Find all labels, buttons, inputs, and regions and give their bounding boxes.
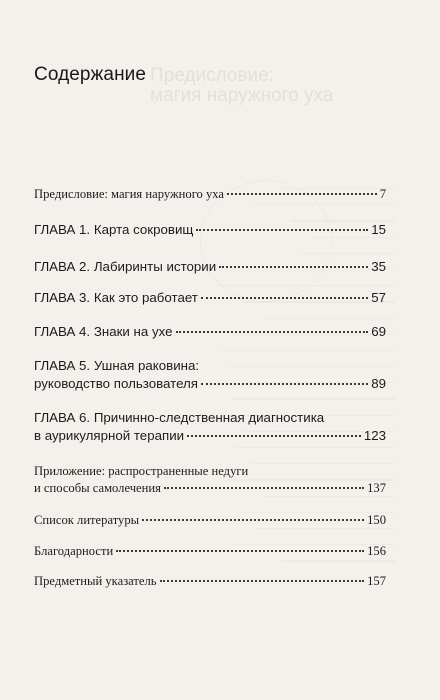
dot-leader — [219, 266, 368, 268]
dot-leader — [196, 229, 368, 231]
toc-entry-preface[interactable] — [34, 186, 386, 203]
toc-entry-chapter-1[interactable] — [34, 221, 386, 239]
toc-entry-chapter-2[interactable] — [34, 258, 386, 276]
toc-entry-label: и способы самолечения — [34, 481, 161, 495]
toc-entry-label-line1: ГЛАВА 6. Причинно-следственная диагностика — [34, 410, 325, 425]
toc-entry-label-line1: Приложение: распространенные недуги — [34, 464, 249, 478]
toc-entry-page: 89 — [371, 376, 386, 391]
toc-entry-page: 137 — [367, 481, 386, 495]
dot-leader — [164, 487, 364, 489]
toc-entry-label-line1: ГЛАВА 5. Ушная раковина: — [34, 358, 200, 373]
toc-entry-label: Благодарности — [34, 544, 114, 558]
dot-leader — [187, 435, 361, 437]
toc-entry-label: Предметный указатель — [34, 574, 157, 588]
toc-entry-chapter-6[interactable] — [34, 409, 386, 445]
toc-entry-chapter-5[interactable] — [34, 357, 386, 393]
dot-leader — [201, 383, 368, 385]
toc-entry-label: Список литературы — [34, 513, 140, 527]
toc-entry-page: 150 — [367, 513, 386, 527]
toc-entry-appendix[interactable] — [34, 463, 386, 497]
toc-entry-label: ГЛАВА 4. Знаки на ухе — [34, 324, 173, 339]
toc-entry-label: ГЛАВА 3. Как это работает — [34, 290, 198, 305]
dot-leader — [160, 580, 365, 582]
toc-entry-bibliography[interactable] — [34, 512, 386, 529]
toc-entry-page: 35 — [371, 259, 386, 274]
bleed-through-heading: Предисловие: магия наружного уха — [150, 65, 334, 106]
toc-entry-page: 123 — [363, 428, 386, 443]
toc-entry-index[interactable] — [34, 573, 386, 590]
toc-entry-label: Предисловие: магия наружного уха — [34, 187, 225, 201]
dot-leader — [142, 519, 364, 521]
toc-entry-label: в аурикулярной терапии — [34, 428, 185, 443]
toc-entry-chapter-4[interactable] — [34, 323, 386, 341]
toc-entry-page: 57 — [371, 290, 386, 305]
toc-entry-label: ГЛАВА 1. Карта сокровищ — [34, 222, 194, 237]
toc-entry-page: 156 — [367, 544, 386, 558]
dot-leader — [227, 193, 377, 195]
toc-entry-label: ГЛАВА 2. Лабиринты истории — [34, 259, 217, 274]
toc-entry-acknowledgements[interactable] — [34, 543, 386, 560]
dot-leader — [176, 331, 369, 333]
dot-leader — [201, 297, 368, 299]
toc-entry-page: 69 — [371, 324, 386, 339]
toc-title: Содержание — [34, 64, 147, 85]
toc-entry-chapter-3[interactable] — [34, 289, 386, 307]
toc-entry-page: 157 — [367, 574, 386, 588]
toc-entry-page: 7 — [379, 187, 386, 201]
dot-leader — [116, 550, 364, 552]
toc-entry-page: 15 — [371, 222, 386, 237]
toc-entry-label: руководство пользователя — [34, 376, 198, 391]
